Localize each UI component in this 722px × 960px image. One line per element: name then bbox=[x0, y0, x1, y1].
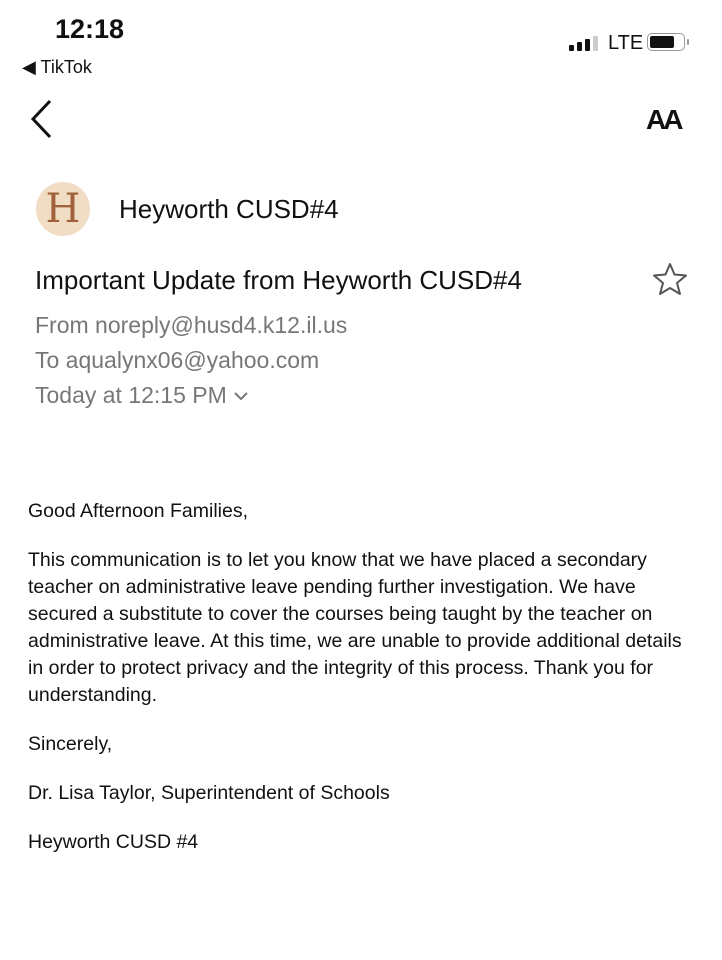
text-size-button[interactable]: AA bbox=[646, 104, 681, 135]
email-body bbox=[28, 498, 698, 878]
signature-name: Dr. Lisa Taylor, Superintendent of Schools bbox=[28, 782, 390, 804]
sender-name[interactable]: Heyworth CUSD#4 bbox=[119, 194, 339, 224]
back-chevron-icon[interactable] bbox=[28, 98, 58, 140]
greeting: Good Afternoon Families, bbox=[28, 500, 249, 522]
chevron-down-icon bbox=[233, 391, 249, 401]
email-subject: Important Update from Heyworth CUSD#4 bbox=[35, 265, 522, 295]
body-paragraph: This communication is to let you know that we have placed a secondary teacher on administrative leave pending further investigation. We have secured a substitute to cover the courses being taught by the teacher on administrative leave. At this time, we are unable to provide additional details in order to protect privacy and the integrity of this process. Thank you for understanding. bbox=[28, 549, 682, 706]
battery-icon bbox=[647, 33, 685, 51]
back-to-app-link[interactable]: ◀ TikTok bbox=[22, 57, 92, 77]
date-text: Today at 12:15 PM bbox=[35, 382, 227, 408]
signal-icon bbox=[569, 36, 598, 51]
closing: Sincerely, bbox=[28, 733, 113, 755]
status-time: 12:18 bbox=[55, 14, 125, 44]
star-icon[interactable] bbox=[652, 262, 688, 296]
to-line[interactable]: To aqualynx06@yahoo.com bbox=[35, 347, 320, 373]
signature-org: Heyworth CUSD #4 bbox=[28, 831, 199, 853]
sender-avatar: H bbox=[36, 182, 90, 236]
network-label: LTE bbox=[608, 32, 644, 54]
date-toggle[interactable] bbox=[35, 382, 249, 409]
from-line[interactable]: From noreply@husd4.k12.il.us bbox=[35, 312, 348, 338]
